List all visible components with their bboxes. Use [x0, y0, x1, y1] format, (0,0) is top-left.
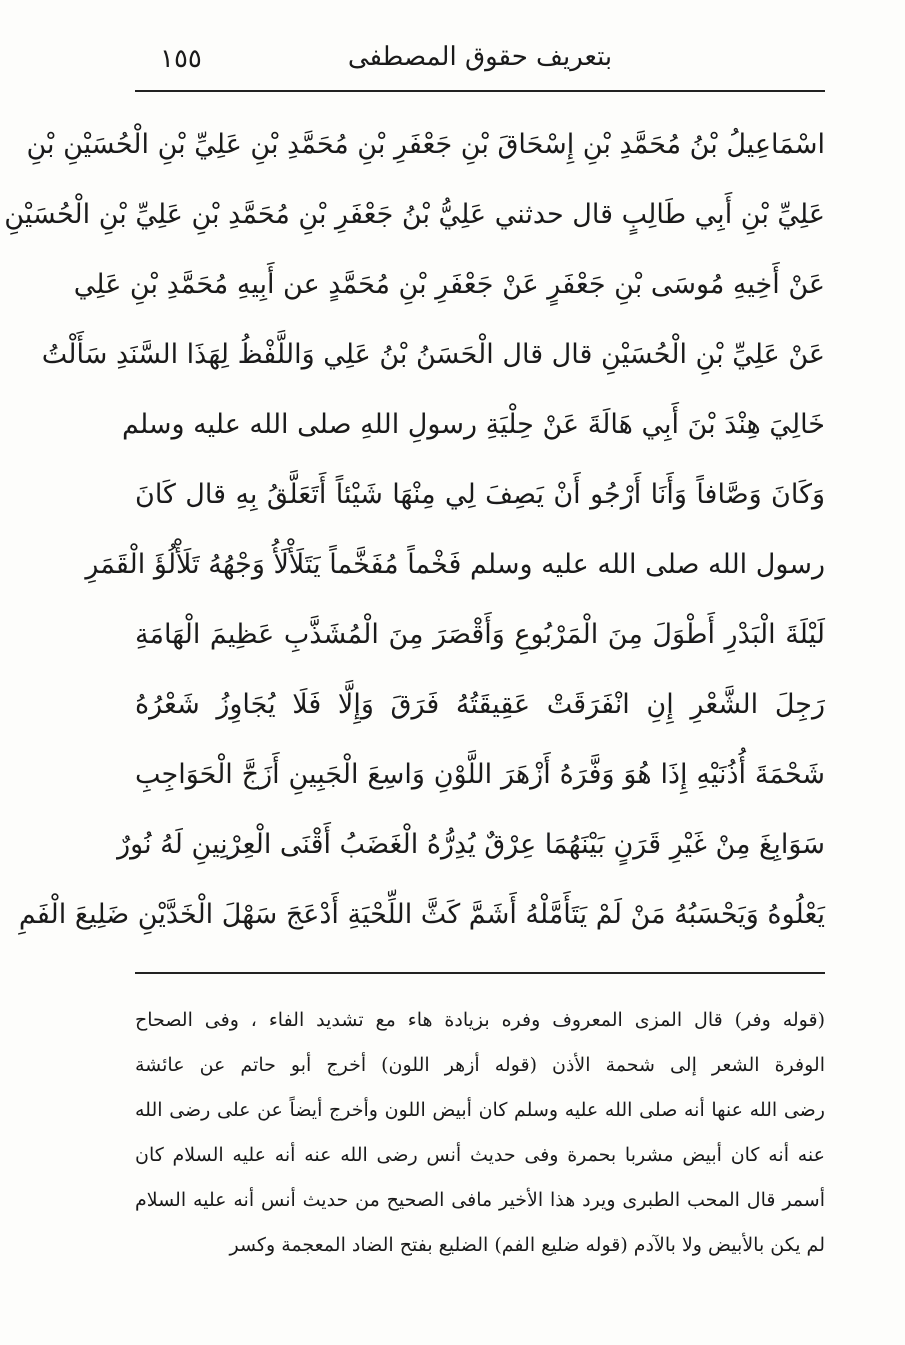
footnote-line: رضى الله عنها أنه صلى الله عليه وسلم كان أبيض اللون وأخرج أيضاً عن على رضى الله — [135, 1099, 825, 1121]
footnote-separator — [135, 972, 825, 974]
footnotes — [135, 998, 825, 1268]
main-text-line: عَنْ أَخِيهِ مُوسَى بْنِ جَعْفَرٍ عَنْ جَعْفَرِ بْنِ مُحَمَّدٍ عن أَبِيهِ مُحَمَّدِ بْنِ عَلِي — [73, 269, 825, 300]
footnote-line: (قوله وفر) قال المزى المعروف وفره بزيادة هاء مع تشديد الفاء ، وفى الصحاح — [135, 1009, 825, 1031]
main-text-line: اسْمَاعِيلُ بْنُ مُحَمَّدِ بْنِ إِسْحَاقَ بْنِ جَعْفَرِ بْنِ مُحَمَّدِ بْنِ عَلِيِّ بْنِ الْحُسَيْنِ بْنِ — [26, 129, 825, 160]
main-text-line: سَوَابِغَ مِنْ غَيْرِ قَرَنٍ بَيْنَهُمَا عِرْقٌ يُدِرُّهُ الْغَضَبُ أَقْنَى الْعِرْنِينِ لَهُ نُورٌ — [117, 829, 825, 860]
main-text-line: شَحْمَةَ أُذُنَيْهِ إِذَا هُوَ وَفَّرَهُ أَزْهَرَ اللَّوْنِ وَاسِعَ الْجَبِينِ أَزَجَّ الْحَوَاجِبِ — [135, 759, 825, 790]
running-title: بتعريف حقوق المصطفى — [347, 42, 613, 72]
main-text-line: وَكَانَ وَصَّافاً وَأَنَا أَرْجُو أَنْ يَصِفَ لِي مِنْهَا شَيْئاً أَتَعَلَّقُ بِهِ قال كَانَ — [135, 479, 825, 510]
main-text-line: خَالِيَ هِنْدَ بْنَ أَبِي هَالَةَ عَنْ حِلْيَةِ رسولِ اللهِ صلى الله عليه وسلم — [122, 409, 825, 440]
main-text-line: عَنْ عَلِيِّ بْنِ الْحُسَيْنِ قال قال الْحَسَنُ بْنُ عَلِي وَاللَّفْظُ لِهَذَا السَّنَدِ سَأَلْتُ — [41, 339, 825, 370]
main-text-line: لَيْلَةَ الْبَدْرِ أَطْوَلَ مِنَ الْمَرْبُوعِ وَأَقْصَرَ مِنَ الْمُشَذَّبِ عَظِيمَ الْهَامَةِ — [135, 619, 825, 650]
main-text — [4, 110, 825, 950]
main-text-line: يَعْلُوهُ وَيَحْسَبُهُ مَنْ لَمْ يَتَأَمَّلْهُ أَشَمَّ كَثَّ اللِّحْيَةِ أَدْعَجَ سَهْلَ الْخَدَّيْنِ ضَلِيعَ الْفَمِ — [18, 899, 825, 930]
page-number: ١٥٥ — [160, 44, 202, 74]
main-text-line: رَجِلَ الشَّعْرِ إِنِ انْفَرَقَتْ عَقِيقَتُهُ فَرَقَ وَإِلَّا فَلَا يُجَاوِزُ شَعْرُهُ — [135, 689, 825, 720]
page-header — [135, 38, 825, 88]
footnote-line: الوفرة الشعر إلى شحمة الأذن (قوله أزهر اللون) أخرج أبو حاتم عن عائشة — [135, 1054, 825, 1076]
footnote-line: أسمر قال المحب الطبرى ويرد هذا الأخير مافى الصحيح من حديث أنس أنه عليه السلام — [135, 1189, 825, 1211]
header-rule — [135, 90, 825, 92]
footnote-line: عنه أنه كان أبيض مشربا بحمرة وفى حديث أنس رضى الله عنه أنه عليه السلام كان — [135, 1144, 825, 1166]
main-text-line: رسول الله صلى الله عليه وسلم فَخْماً مُفَخَّماً يَتَلَأْلَأُ وَجْهُهُ تَلَأْلُؤَ الْقَمَرِ — [85, 549, 825, 580]
footnote-line: لم يكن بالأبيض ولا بالآدم (قوله ضليع الفم) الضليع بفتح الضاد المعجمة وكسر — [229, 1234, 825, 1256]
main-text-line: عَلِيِّ بْنِ أَبِي طَالِبٍ قال حدثني عَلِيُّ بْنُ جَعْفَرِ بْنِ مُحَمَّدِ بْنِ عَلِيِّ بْنِ الْحُسَيْنِ — [4, 199, 825, 230]
